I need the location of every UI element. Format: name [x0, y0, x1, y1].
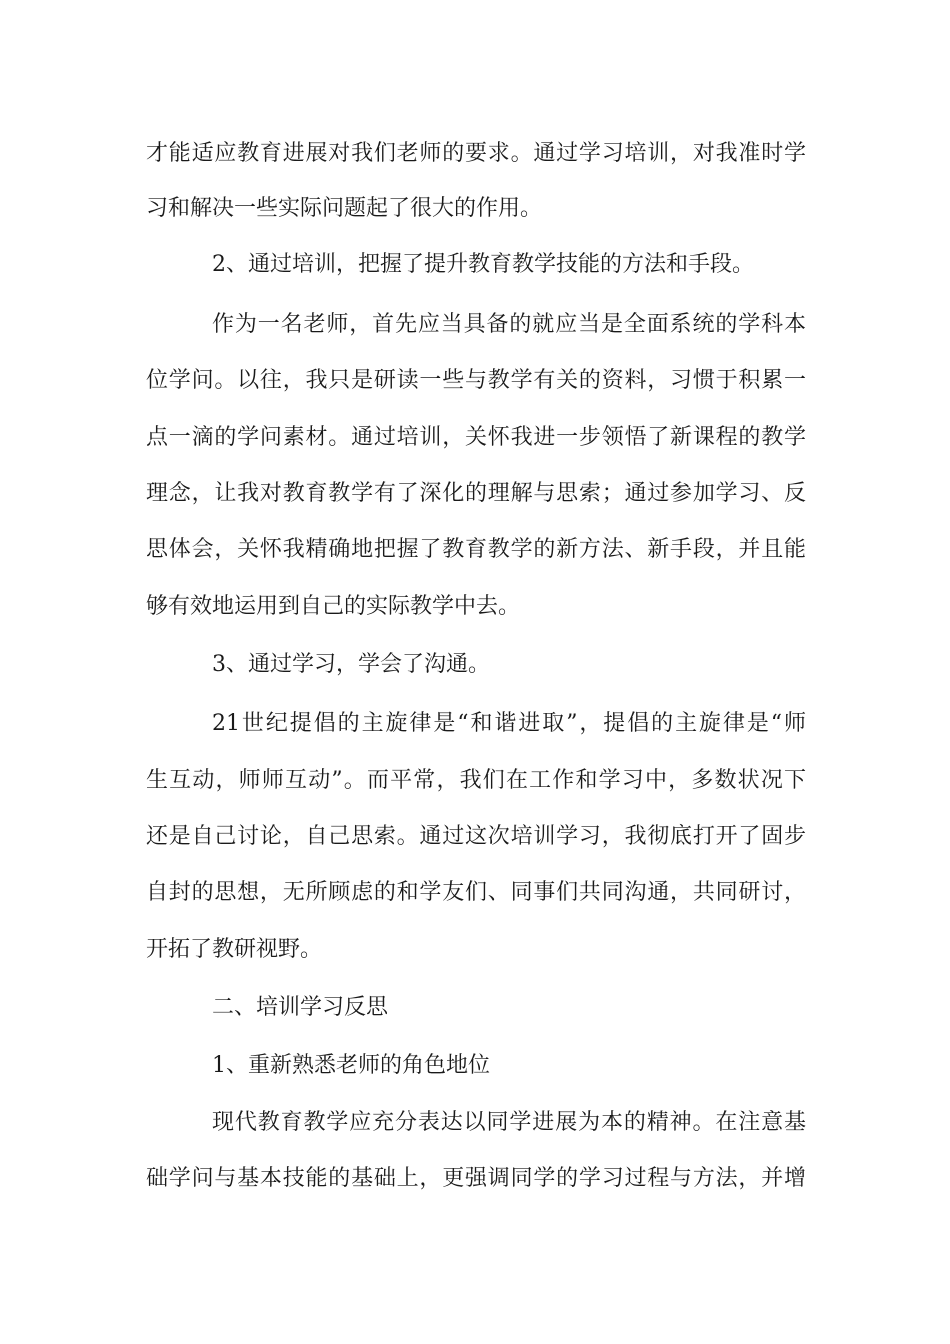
- paragraph-line: 自封的思想，无所顾虑的和学友们、同事们共同沟通，共同研讨，: [146, 880, 806, 905]
- paragraph-line: 理念，让我对教育教学有了深化的理解与思索；通过参加学习、反: [146, 481, 806, 506]
- paragraph-line: 思体会，关怀我精确地把握了教育教学的新方法、新手段，并且能: [146, 537, 806, 562]
- paragraph-line: 开拓了教研视野。: [146, 937, 323, 962]
- subsection-heading: 1、重新熟悉老师的角色地位: [212, 1053, 490, 1078]
- paragraph-line: 作为一名老师，首先应当具备的就应当是全面系统的学科本: [212, 312, 806, 337]
- paragraph-line: 还是自己讨论，自己思索。通过这次培训学习，我彻底打开了固步: [146, 824, 806, 849]
- section-heading: 3、通过学习，学会了沟通。: [212, 652, 490, 677]
- paragraph-line: 位学问。以往，我只是研读一些与教学有关的资料，习惯于积累一: [146, 368, 806, 393]
- paragraph-line: 21世纪提倡的主旋律是“和谐进取”，提倡的主旋律是“师: [212, 711, 806, 736]
- paragraph-line: 生互动，师师互动”。而平常，我们在工作和学习中，多数状况下: [146, 768, 806, 793]
- section-heading: 二、培训学习反思: [212, 995, 389, 1020]
- paragraph-line: 习和解决一些实际问题起了很大的作用。: [146, 196, 543, 221]
- paragraph-line: 点一滴的学问素材。通过培训，关怀我进一步领悟了新课程的教学: [146, 425, 806, 450]
- section-heading: 2、通过培训，把握了提升教育教学技能的方法和手段。: [212, 252, 754, 277]
- paragraph-line: 才能适应教育进展对我们老师的要求。通过学习培训，对我准时学: [146, 141, 806, 166]
- paragraph-line: 础学问与基本技能的基础上，更强调同学的学习过程与方法，并增: [146, 1166, 806, 1191]
- paragraph-line: 够有效地运用到自己的实际教学中去。: [146, 594, 521, 619]
- paragraph-line: 现代教育教学应充分表达以同学进展为本的精神。在注意基: [212, 1110, 806, 1135]
